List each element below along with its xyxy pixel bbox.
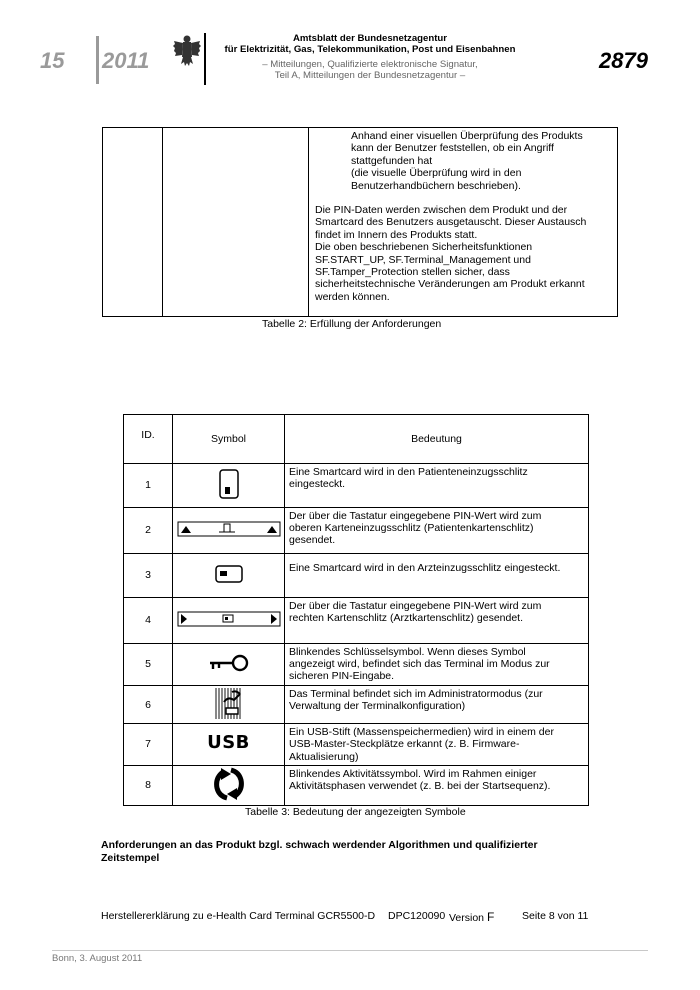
- text-line: SF.START_UP, SF.Terminal_Management und: [315, 253, 531, 266]
- text-line: rechten Kartenschlitz (Arztkartenschlitz) gesendet.: [289, 612, 524, 625]
- text-line: SF.Tamper_Protection stellen sicher, dass: [315, 266, 510, 279]
- text-line: Smartcard des Benutzers ausgetauscht. Dieser Austausch: [315, 216, 587, 229]
- row-id: 4: [124, 598, 173, 644]
- table-cell: [103, 128, 163, 317]
- text-line: Eine Smartcard wird in den Patienteneinzugsschlitz: [289, 466, 528, 478]
- table-cell: [173, 508, 285, 554]
- gazette-subtitle-line: Teil A, Mitteilungen der Bundesnetzagentur –: [274, 70, 466, 81]
- pin-right-slot-icon: [177, 611, 281, 627]
- heading-line: Anforderungen an das Produkt bzgl. schwach werdender Algorithmen und qualifizierter: [101, 839, 538, 851]
- key-icon: [208, 653, 250, 673]
- table-header-row: [124, 415, 589, 464]
- table-row: [124, 765, 589, 805]
- row-meaning: [285, 598, 589, 644]
- header-symbol: Symbol: [173, 415, 285, 464]
- table-row: [124, 644, 589, 686]
- smartcard-vertical-icon: [219, 469, 239, 499]
- requirements-table: [102, 127, 618, 317]
- table-cell: [173, 765, 285, 805]
- text-line: (die visuelle Überprüfung wird in den: [351, 167, 522, 180]
- page-number: 2879: [599, 48, 648, 73]
- table-cell: [163, 128, 309, 317]
- activity-icon: [213, 766, 245, 802]
- row-id: 6: [124, 686, 173, 724]
- footer-divider: [52, 950, 648, 951]
- gazette-title-line: für Elektrizität, Gas, Telekommunikation, Post und Eisenbahnen: [224, 44, 516, 55]
- row-meaning: [285, 686, 589, 724]
- footer-version: [449, 910, 494, 924]
- table-cell: [309, 128, 618, 317]
- text-line: Aktivitätsphasen verwendet (z. B. bei der Startsequenz).: [289, 780, 551, 793]
- table3-caption: Tabelle 3: Bedeutung der angezeigten Symbole: [245, 806, 466, 818]
- table-cell: [173, 644, 285, 686]
- text-line: Aktualisierung): [289, 750, 359, 763]
- text-line: Ein USB-Stift (Massenspeichermedien) wird in einem der: [289, 726, 554, 739]
- text-line: Benutzerhandbüchern beschrieben).: [351, 179, 521, 192]
- text-line: Blinkendes Schlüsselsymbol. Wenn dieses Symbol: [289, 646, 526, 658]
- footer-doc-title: Herstellererklärung zu e-Health Card Terminal GCR5500-D: [101, 910, 376, 922]
- issue-divider: [96, 36, 99, 84]
- row-id: 1: [124, 464, 173, 508]
- issue-year: 2011: [102, 48, 150, 73]
- text-line: kann der Benutzer feststellen, ob ein Angriff: [351, 142, 554, 155]
- version-value: F: [486, 910, 495, 924]
- table-cell: [173, 554, 285, 598]
- text-line: stattgefunden hat: [351, 154, 433, 167]
- text-line: Der über die Tastatur eingegebene PIN-Wert wird zum: [289, 600, 542, 612]
- text-line: sicheren PIN-Eingabe.: [289, 670, 395, 683]
- text-line: findet im Innern des Produkts statt.: [315, 228, 478, 241]
- text-line: Anhand einer visuellen Überprüfung des Produkts: [351, 130, 583, 142]
- table-row: [124, 464, 589, 508]
- row-meaning: [285, 554, 589, 598]
- text-line: eingesteckt.: [289, 478, 346, 491]
- symbols-table: [123, 414, 589, 806]
- text-line: gesendet.: [289, 534, 336, 547]
- table-row: [124, 724, 589, 766]
- text-line: Die oben beschriebenen Sicherheitsfunktionen: [315, 241, 533, 254]
- text-line: werden können.: [315, 290, 390, 303]
- version-label: Version: [449, 912, 485, 924]
- text-line: USB-Master-Steckplätze erkannt (z. B. Firmware-: [289, 738, 520, 751]
- table-row: [124, 508, 589, 554]
- gazette-subtitle-line: – Mitteilungen, Qualifizierte elektronische Signatur,: [262, 59, 478, 70]
- table-row: [103, 128, 618, 317]
- text-line: oberen Karteneinzugsschlitz (Patientenkartenschlitz): [289, 522, 534, 535]
- row-meaning: [285, 508, 589, 554]
- text-line: Das Terminal befindet sich im Administratormodus (zur: [289, 688, 543, 700]
- text-line: angezeigt wird, befindet sich das Terminal im Modus zur: [289, 658, 550, 671]
- pin-upper-slot-icon: [177, 521, 281, 537]
- text-line: Blinkendes Aktivitätssymbol. Wird im Rahmen einiger: [289, 767, 537, 780]
- footer-doc-id: DPC120090: [388, 910, 446, 922]
- row-meaning: [285, 724, 589, 766]
- header-id: ID.: [124, 415, 173, 464]
- text-line: Eine Smartcard wird in den Arzteinzugsschlitz eingesteckt.: [289, 562, 561, 574]
- issue-number: 15: [40, 48, 65, 73]
- row-id: 8: [124, 765, 173, 805]
- gazette-title-line: Amtsblatt der Bundesnetzagentur: [292, 33, 448, 44]
- table-row: [124, 598, 589, 644]
- row-meaning: [285, 765, 589, 805]
- table-cell: [173, 598, 285, 644]
- text-line: Verwaltung der Terminalkonfiguration): [289, 700, 466, 713]
- text-line: sicherheitstechnische Veränderungen am Produkt erkannt: [315, 278, 585, 291]
- admin-mode-icon: [214, 686, 244, 720]
- heading-line: Zeitstempel: [101, 851, 160, 864]
- row-meaning: [285, 464, 589, 508]
- pin-data-text: [309, 204, 617, 303]
- header-meaning: Bedeutung: [285, 415, 589, 464]
- row-id: 2: [124, 508, 173, 554]
- row-meaning: [285, 644, 589, 686]
- table2-caption: Tabelle 2: Erfüllung der Anforderungen: [262, 318, 442, 330]
- row-id: 7: [124, 724, 173, 766]
- usb-icon: USB: [207, 732, 250, 754]
- table-row: [124, 686, 589, 724]
- gazette-subtitle: [205, 59, 535, 81]
- table-cell: [173, 724, 285, 766]
- text-line: Die PIN-Daten werden zwischen dem Produkt und der: [315, 204, 568, 217]
- gazette-title: [205, 33, 535, 55]
- footer-page: Seite 8 von 11: [522, 910, 589, 922]
- row-id: 5: [124, 644, 173, 686]
- federal-eagle-icon: [173, 33, 201, 67]
- table-cell: [173, 464, 285, 508]
- row-id: 3: [124, 554, 173, 598]
- table-cell: [173, 686, 285, 724]
- text-line: Der über die Tastatur eingegebene PIN-Wert wird zum: [289, 510, 542, 522]
- table-row: [124, 554, 589, 598]
- visual-check-text: [309, 128, 617, 192]
- smartcard-horizontal-icon: [215, 565, 243, 583]
- publication-date: Bonn, 3. August 2011: [52, 953, 143, 964]
- section-heading: [101, 839, 601, 864]
